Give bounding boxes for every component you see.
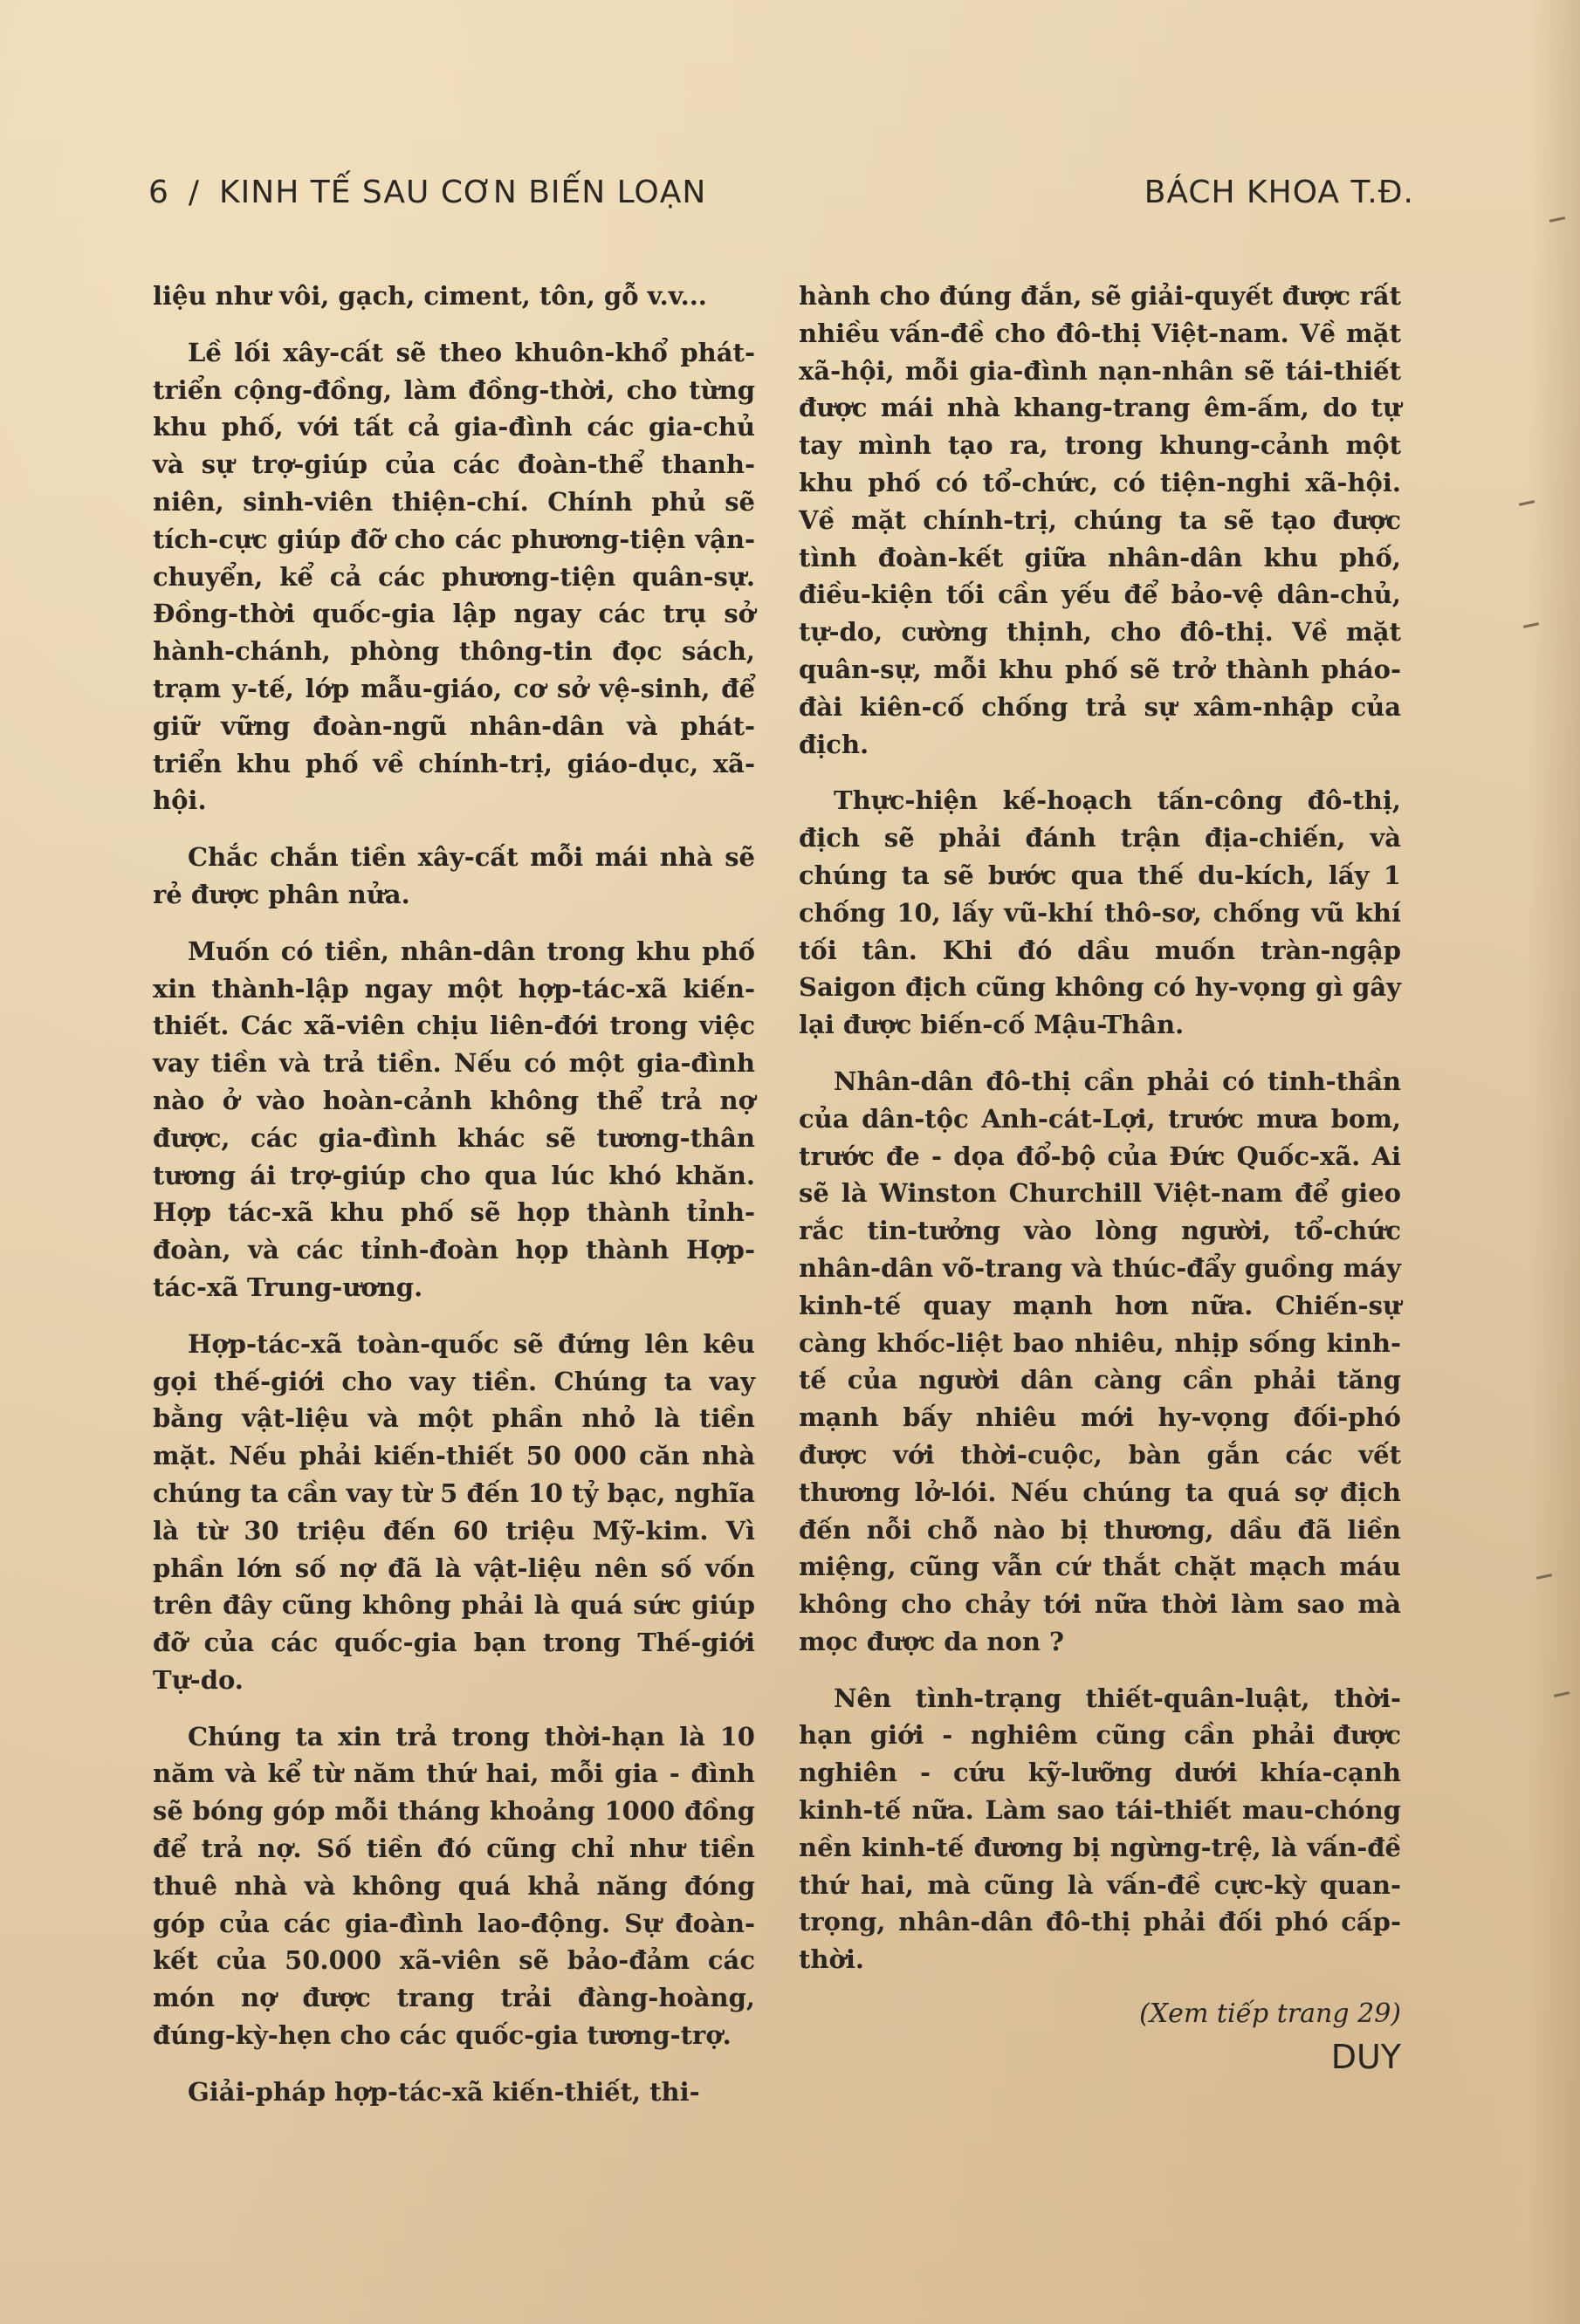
page-number: 6 (148, 175, 169, 210)
paragraph: Hợp-tác-xã toàn-quốc sẽ đứng lên kêu gọi thế-giới cho vay tiền. Chúng ta vay bằng vật-liệu và một phần nhỏ là tiền mặt. Nếu phải kiến-thiết 50 000 căn nhà chúng ta cần vay từ 5 đến 10 tỷ bạc, nghĩa là từ 30 triệu đến 60 triệu Mỹ-kim. Vì phần lớn số nợ đã là vật-liệu nên số vốn trên đây cũng không phải là quá sức giúp đỡ của các quốc-gia bạn trong Thế-giới Tự-do. (153, 1328, 755, 1695)
header-separator: / (188, 175, 201, 210)
author-signature: DUY (1330, 2037, 1401, 2076)
continued-note: (Xem tiếp trang 29) (1139, 1998, 1401, 2030)
page-edge-shadow (1528, 0, 1580, 2324)
paragraph: Thực-hiện kế-hoạch tấn-công đô-thị, địch sẽ phải đánh trận địa-chiến, và chúng ta sẽ bước qua thế du-kích, lấy 1 chống 10, lấy vũ-khí thô-sơ, chống vũ khí tối tân. Khi đó dầu muốn tràn-ngập Saigon địch cũng không có hy-vọng gì gây lại được biến-cố Mậu-Thân. (799, 785, 1401, 1040)
paragraph: Chúng ta xin trả trong thời-hạn là 10 năm và kể từ năm thứ hai, mỗi gia - đình sẽ bóng góp mỗi tháng khoảng 1000 đồng để trả nợ. Số tiền đó cũng chỉ như tiền thuê nhà và không quá khả năng đóng góp của các gia-đình lao-động. Sự đoàn-kết của 50.000 xã-viên sẽ bảo-đảm các món nợ được trang trải đàng-hoàng, đúng-kỳ-hẹn cho các quốc-gia tương-trợ. (153, 1721, 755, 2051)
paragraph: Muốn có tiền, nhân-dân trong khu phố xin thành-lập ngay một hợp-tác-xã kiến-thiết. Các xã-viên chịu liên-đới trong việc vay tiền và trả tiền. Nếu có một gia-đình nào ở vào hoàn-cảnh không thể trả nợ được, các gia-đình khác sẽ tương-thân tương ái trợ-giúp cho qua lúc khó khăn. Hợp tác-xã khu phố sẽ họp thành tỉnh-đoàn, và các tỉnh-đoàn họp thành Hợp-tác-xã Trung-ương. (153, 936, 755, 1302)
paragraph: Nên tình-trạng thiết-quân-luật, thời-hạn giới - nghiêm cũng cần phải được nghiên - cứu kỹ-lưỡng dưới khía-cạnh kinh-tế nữa. Làm sao tái-thiết mau-chóng nền kinh-tế đương bị ngừng-trệ, là vấn-đề thứ hai, mà cũng là vấn-đề cực-kỳ quan-trọng, nhân-dân đô-thị phải đối phó cấp-thời. (799, 1683, 1401, 1975)
paragraph: hành cho đúng đắn, sẽ giải-quyết được rất nhiều vấn-đề cho đô-thị Việt-nam. Về mặt xã-hội, mỗi gia-đình nạn-nhân sẽ tái-thiết được mái nhà khang-trang êm-ấm, do tự tay mình tạo ra, trong khung-cảnh một khu phố có tổ-chức, có tiện-nghi xã-hội. Về mặt chính-trị, chúng ta sẽ tạo được tình đoàn-kết giữa nhân-dân khu phố, điều-kiện tối cần yếu để bảo-vệ dân-chủ, tự-do, cường thịnh, cho đô-thị. Về mặt quân-sự, mỗi khu phố sẽ trở thành pháo-đài kiên-cố chống trả sự xâm-nhập của địch. (799, 281, 1401, 759)
paragraph: Giải-pháp hợp-tác-xã kiến-thiết, thi- (188, 2076, 700, 2107)
publication-name: BÁCH KHOA T.Đ. (1144, 175, 1414, 210)
paragraph: liệu như vôi, gạch, ciment, tôn, gỗ v.v... (153, 281, 707, 311)
paragraph: Lề lối xây-cất sẽ theo khuôn-khổ phát-triển cộng-đồng, làm đồng-thời, cho từng khu phố, với tất cả gia-đình các gia-chủ và sự trợ-giúp của các đoàn-thể thanh-niên, sinh-viên thiện-chí. Chính phủ sẽ tích-cực giúp đỡ cho các phương-tiện vận-chuyển, kể cả các phương-tiện quân-sự. Đồng-thời quốc-gia lập ngay các trụ sở hành-chánh, phòng thông-tin đọc sách, trạm y-tế, lớp mẫu-giáo, cơ sở vệ-sinh, để giữ vững đoàn-ngũ nhân-dân và phát-triển khu phố về chính-trị, giáo-dục, xã-hội. (153, 337, 755, 816)
article-title: KINH TẾ SAU CƠN BIẾN LOẠN (219, 175, 707, 210)
right-column (799, 278, 1401, 2076)
paragraph: Chắc chắn tiền xây-cất mỗi mái nhà sẽ rẻ được phân nửa. (153, 842, 755, 909)
header-left (148, 175, 706, 210)
paragraph: Nhân-dân đô-thị cần phải có tinh-thần của dân-tộc Anh-cát-Lợi, trước mưa bom, trước đe - dọa đổ-bộ của Đức Quốc-xã. Ai sẽ là Winston Churchill Việt-nam để gieo rắc tin-tưởng vào lòng người, tổ-chức nhân-dân võ-trang và thúc-đẩy guồng máy kinh-tế quay mạnh hơn nữa. Chiến-sự càng khốc-liệt bao nhiêu, nhịp sống kinh-tế của người dân càng cần phải tăng mạnh bấy nhiêu mới hy-vọng đối-phó được với thời-cuộc, bàn gắn các vết thương lở-lói. Nếu chúng ta quá sợ địch đến nỗi chỗ nào bị thương, dầu đã liền miệng, cũng vẫn cứ thắt chặt mạch máu không cho chảy tới nữa thời làm sao mà mọc được da non ? (799, 1066, 1401, 1656)
left-column (153, 278, 755, 2111)
page-header (148, 175, 1414, 210)
